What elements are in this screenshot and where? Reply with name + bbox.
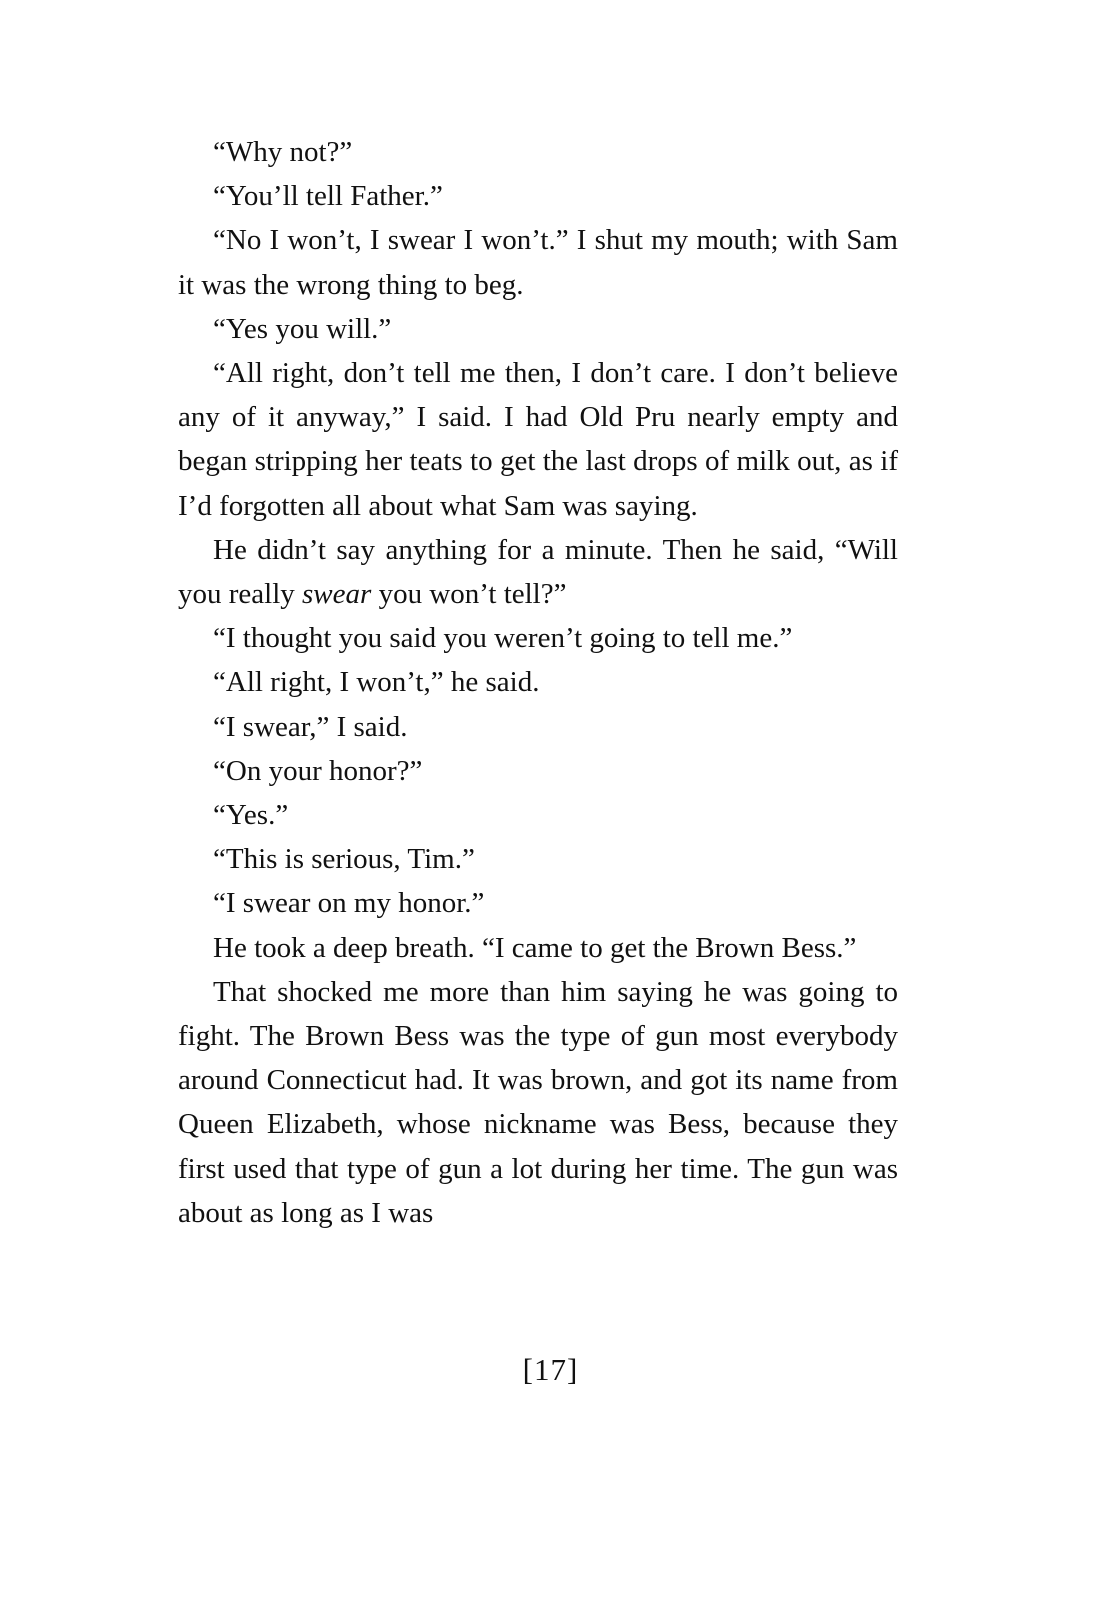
- paragraph: “All right, I won’t,” he said.: [213, 666, 540, 699]
- paragraph: “Why not?”: [213, 136, 353, 168]
- paragraph: “On your honor?”: [213, 754, 423, 787]
- paragraph: “This is serious, Tim.”: [213, 843, 475, 876]
- paragraph: “I swear,” I said.: [213, 710, 408, 743]
- paragraph: That shocked me more than him saying he was going to fight. The Brown Bess was the type of gun most everybody around Connecticut had. It was brown, and got its name from Queen Elizabeth, whose nickname was Bess, because they first used that type of gun a lot during her time. The gun was about as long as I was: [178, 975, 898, 1229]
- page-number: [17]: [522, 1352, 579, 1387]
- emphasized-word: swear: [302, 578, 372, 611]
- paragraph: “Yes you will.”: [213, 312, 392, 345]
- paragraph: “Yes.”: [213, 799, 289, 832]
- paragraph: “All right, don’t tell me then, I don’t care. I don’t believe any of it anyway,” I said. I had Old Pru nearly empty and began stripping her teats to get the last drops of milk out, as if I’d forgotten all about what Sam was saying.: [178, 357, 898, 522]
- paragraph: He took a deep breath. “I came to get the Brown Bess.”: [213, 931, 857, 964]
- paragraph: [178, 528, 898, 616]
- paragraph: “I thought you said you weren’t going to tell me.”: [213, 622, 793, 655]
- page-body: [178, 130, 898, 1235]
- paragraph: “No I won’t, I swear I won’t.” I shut my mouth; with Sam it was the wrong thing to beg.: [178, 224, 898, 301]
- paragraph: “You’ll tell Father.”: [213, 180, 443, 213]
- paragraph: “I swear on my honor.”: [213, 887, 485, 920]
- paragraph-text: you won’t tell?”: [371, 578, 567, 611]
- paragraph-text: He didn’t say anything for a minute. Then he said, “Will you really: [178, 533, 898, 611]
